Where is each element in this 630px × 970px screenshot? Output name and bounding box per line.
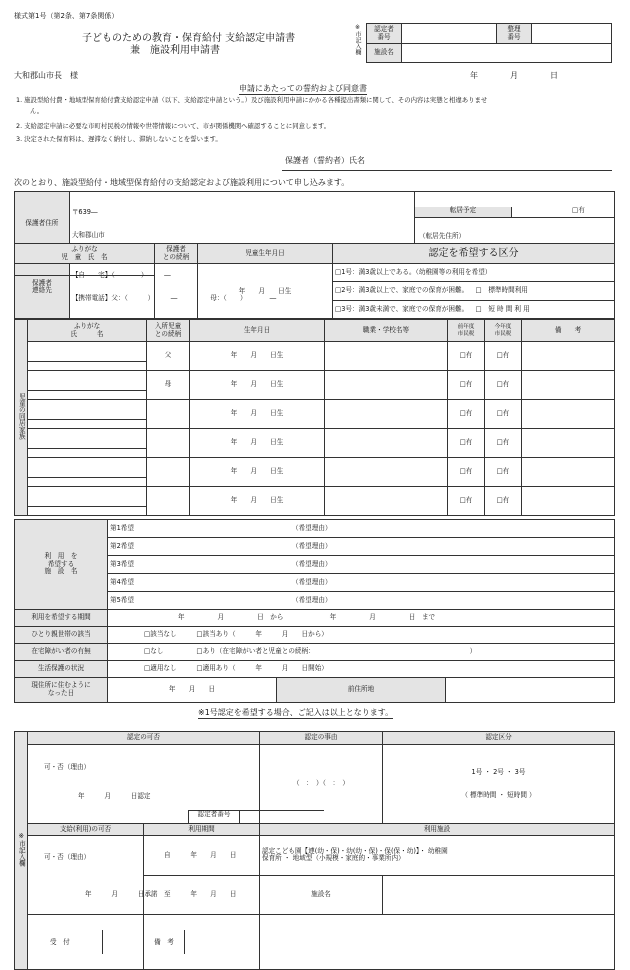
table-row [15,458,615,487]
family-curr-tax[interactable]: □有 [485,429,522,458]
table-row [15,400,615,429]
family-prev-tax[interactable]: □有 [448,342,485,371]
pay-approval-value: 可・否（理由） [44,853,91,862]
table-row [15,342,615,371]
office-header-table [366,23,612,63]
pledge-title: 申請にあたっての誓約および同意書 [239,84,367,93]
family-job[interactable] [325,429,448,458]
cert-reason-field[interactable]: （ ： ）（ ： ） [260,745,383,824]
family-curr-tax-header: 今年度 市民税 [485,320,522,342]
note-1go: ※1号認定を希望する場合、ご記入は以上となります。 [198,708,394,717]
pledge-item-2: 2. 支給認定申請に必要な市町村民税の情報や世帯情報について、市が関係機関へ確認することに同意します。 [16,122,331,130]
family-job[interactable] [325,342,448,371]
family-birth[interactable]: 年 月 日生 [190,429,325,458]
period-field[interactable]: 年 月 日 から 年 月 日 まで [108,610,615,627]
facility-choice[interactable]: 第2希望 （希望理由） [108,538,615,556]
table-row [15,487,615,516]
received-label: 受 付 [28,930,103,954]
family-relation: 父 [147,342,190,371]
facility-choice[interactable]: 第4希望 （希望理由） [108,574,615,592]
family-birth[interactable]: 年 月 日生 [190,342,325,371]
apply-statement: 次のとおり、施設型給付・地域型保育給付の支給認定および施設利用について申し込みます。 [14,178,350,187]
family-birth[interactable]: 年 月 日生 [190,487,325,516]
family-relation[interactable] [147,458,190,487]
move-plan-label: 転居予定 [415,207,512,217]
move-destination: （転居先住所） [418,232,466,241]
use-period-to[interactable]: 至 年 月 日 [144,875,260,914]
family-relation-header: 入所児童 との続柄 [147,320,190,342]
family-curr-tax[interactable]: □有 [485,458,522,487]
remarks-field[interactable] [260,914,615,969]
family-relation[interactable] [147,429,190,458]
family-name-field[interactable] [28,400,147,429]
use-facility-label: 利用施設 [260,824,615,836]
family-job[interactable] [325,458,448,487]
form-number: 様式第1号（第2条、第7条関係） [14,12,119,20]
ref-number-field[interactable] [532,24,612,44]
family-curr-tax[interactable]: □有 [485,342,522,371]
family-remarks[interactable] [522,429,615,458]
residence-date[interactable]: 年 月 日 [108,678,277,703]
family-table [14,319,615,516]
family-relation[interactable] [147,487,190,516]
child-relation-field[interactable] [155,264,198,320]
family-job-header: 職業・学校名等 [325,320,448,342]
signer-label: 保護者（誓約者）氏名 [285,156,365,165]
family-name-field[interactable] [28,342,147,371]
cert-number-field[interactable] [402,24,497,44]
family-remarks-header: 備 考 [522,320,615,342]
single-parent-label: ひとり親世帯の該当 [15,627,108,644]
option-2go[interactable]: □2号：満3歳以上で、家庭での保育が困難。 [333,282,474,301]
family-name-field[interactable] [28,429,147,458]
family-job[interactable] [325,400,448,429]
facility-name-field[interactable] [402,44,612,63]
option-3go[interactable]: □3号：満3歳未満で、家庭での保育が困難。 [333,301,474,320]
cert-category-field[interactable] [383,745,615,824]
family-curr-tax[interactable]: □有 [485,400,522,429]
move-plan-checkbox[interactable]: □有 [571,206,585,215]
office-facility-name-field[interactable] [383,875,615,914]
facility-types[interactable]: 認定こども園【連(幼・保)・幼(幼・保)・保(保・幼)】・ 幼稚園 保育所 ・ 地域型（小規模・家庭的・事業所内） [260,836,615,875]
family-remarks[interactable] [522,487,615,516]
facility-name-label: 施設名 [367,44,402,63]
child-birth-field[interactable]: 年 月 日生 [198,264,333,320]
guardian-contact-label: 保護者 連絡先 [15,257,70,319]
cert-approval-label: 認定の可否 [28,732,260,745]
ref-number-label: 整理 番号 [497,24,532,44]
family-prev-tax[interactable]: □有 [448,487,485,516]
cert-category-options: 1号 ・ 2号 ・ 3号 [471,767,526,776]
facility-table [14,519,615,703]
family-curr-tax[interactable]: □有 [485,487,522,516]
cert-approval-date: 年 月 日認定 [78,791,151,800]
family-prev-tax[interactable]: □有 [448,371,485,400]
cert-category-label: 認定区分 [383,732,615,745]
family-relation[interactable] [147,400,190,429]
facility-choice[interactable]: 第3希望 （希望理由） [108,556,615,574]
family-prev-tax[interactable]: □有 [448,458,485,487]
guardian-address-label: 保護者住所 [15,192,70,257]
signer-line[interactable] [282,170,612,171]
use-period-label: 利用期間 [144,824,260,836]
family-prev-tax-header: 前年度 市民税 [448,320,485,342]
use-period-from[interactable]: 自 年 月 日 [144,836,260,875]
child-relation-label: 保護者 との続柄 [155,244,198,264]
child-table [14,243,615,320]
facility-choices-label: 利 用 を 希望する 施 設 名 [15,520,108,610]
home-phone[interactable]: 【自 宅】（ ） ― [71,271,171,280]
cert-number-label: 認定者 番号 [367,24,402,44]
pledge-item-3: 3. 決定された保育料は、遅滞なく納付し、滞納しないことを誓います。 [16,135,222,143]
family-job[interactable] [325,371,448,400]
pay-approval-label: 支給(利用)の可否 [28,824,144,836]
application-date[interactable]: 年 月 日 [470,71,558,80]
child-name-label: ふりがな 児 童 氏 名 [15,244,155,264]
family-prev-tax[interactable]: □有 [448,400,485,429]
welfare-label: 生活保護の状況 [15,661,108,678]
cert-approval-field[interactable] [28,745,260,824]
prev-address-field[interactable] [446,678,615,703]
family-name-field[interactable] [28,458,147,487]
family-remarks[interactable] [522,342,615,371]
office-side-label: ※市記入欄 [15,732,28,970]
hours-short[interactable]: □ 短 時 間 利 用 [474,301,615,320]
address-city: 大和郡山市 [71,230,105,239]
disability-field[interactable]: □なし □あり（在宅障がい者と児童との続柄： ） [108,644,615,661]
family-remarks[interactable] [522,371,615,400]
family-birth[interactable]: 年 月 日生 [190,400,325,429]
category-title: 認定を希望する区分 [333,244,615,264]
postal-code: 〒639― [71,207,98,216]
facility-choice[interactable]: 第5希望 （希望理由） [108,592,615,610]
cert-approval-value: 可・否（理由） [44,763,91,772]
office-table [14,731,615,970]
family-job[interactable] [325,487,448,516]
office-cert-no-label: 認定者番号 [189,811,240,823]
period-label: 利用を希望する期間 [15,610,108,627]
child-name-field[interactable] [15,264,155,320]
city-use-marker: ※市記入欄 [354,24,361,55]
mobile-phone[interactable]: 【携帯電話】父：（ ） ― 母：（ ） ― [71,293,277,302]
family-remarks[interactable] [522,458,615,487]
option-1go[interactable]: □1号：満3歳以上である。（幼稚園等の利用を希望） [333,264,615,282]
received-cell[interactable] [28,914,144,969]
family-birth-header: 生年月日 [190,320,325,342]
family-name-field[interactable] [28,487,147,516]
form-title: 子どものための教育・保育給付 支給認定申請書 [82,33,296,44]
table-row [15,429,615,458]
family-prev-tax[interactable]: □有 [448,429,485,458]
table-row [15,371,615,400]
pledge-item-1: 1. 施設型給付費・地域型保育給付費支給認定申請（以下、支給認定申請という。）及び施設利用申請にかかる各種提出書類に関して、その内容は実態と相違ありませ [16,96,488,104]
family-curr-tax[interactable]: □有 [485,371,522,400]
office-facility-name-label: 施設名 [260,875,383,914]
residence-label: 現住所に住むように なった日 [15,678,108,703]
pay-approval-field[interactable] [28,836,158,915]
form-subtitle: 兼 施設利用申請書 [130,45,220,56]
family-relation: 母 [147,371,190,400]
facility-choice[interactable]: 第1希望 （希望理由） [108,520,615,538]
family-name-header: ふりがな 氏 名 [28,320,147,342]
pledge-item-1-cont: ん。 [30,107,44,115]
family-side-label: 児童の同居家族 [15,320,28,516]
pay-approval-date: 年 月 日承諾 [85,890,158,899]
hours-standard[interactable]: □ 標準時間利用 [474,282,615,301]
family-name-field[interactable] [28,371,147,400]
single-parent-field[interactable]: □該当なし □該当あり（ 年 月 日から） [108,627,615,644]
child-birth-label: 児童生年月日 [198,244,333,264]
cert-reason-label: 認定の事由 [260,732,383,745]
family-birth[interactable]: 年 月 日生 [190,458,325,487]
welfare-field[interactable]: □適用なし □適用あり（ 年 月 日開始） [108,661,615,678]
addressee: 大和郡山市長 様 [14,71,78,80]
remarks-cell[interactable] [144,914,260,969]
family-remarks[interactable] [522,400,615,429]
remarks-label: 備 考 [144,930,185,954]
family-birth[interactable]: 年 月 日生 [190,371,325,400]
prev-address-label: 前住所地 [277,678,446,703]
disability-label: 在宅障がい者の有無 [15,644,108,661]
cert-category-hours: （ 標準時間 ・ 短時間 ） [461,790,536,799]
